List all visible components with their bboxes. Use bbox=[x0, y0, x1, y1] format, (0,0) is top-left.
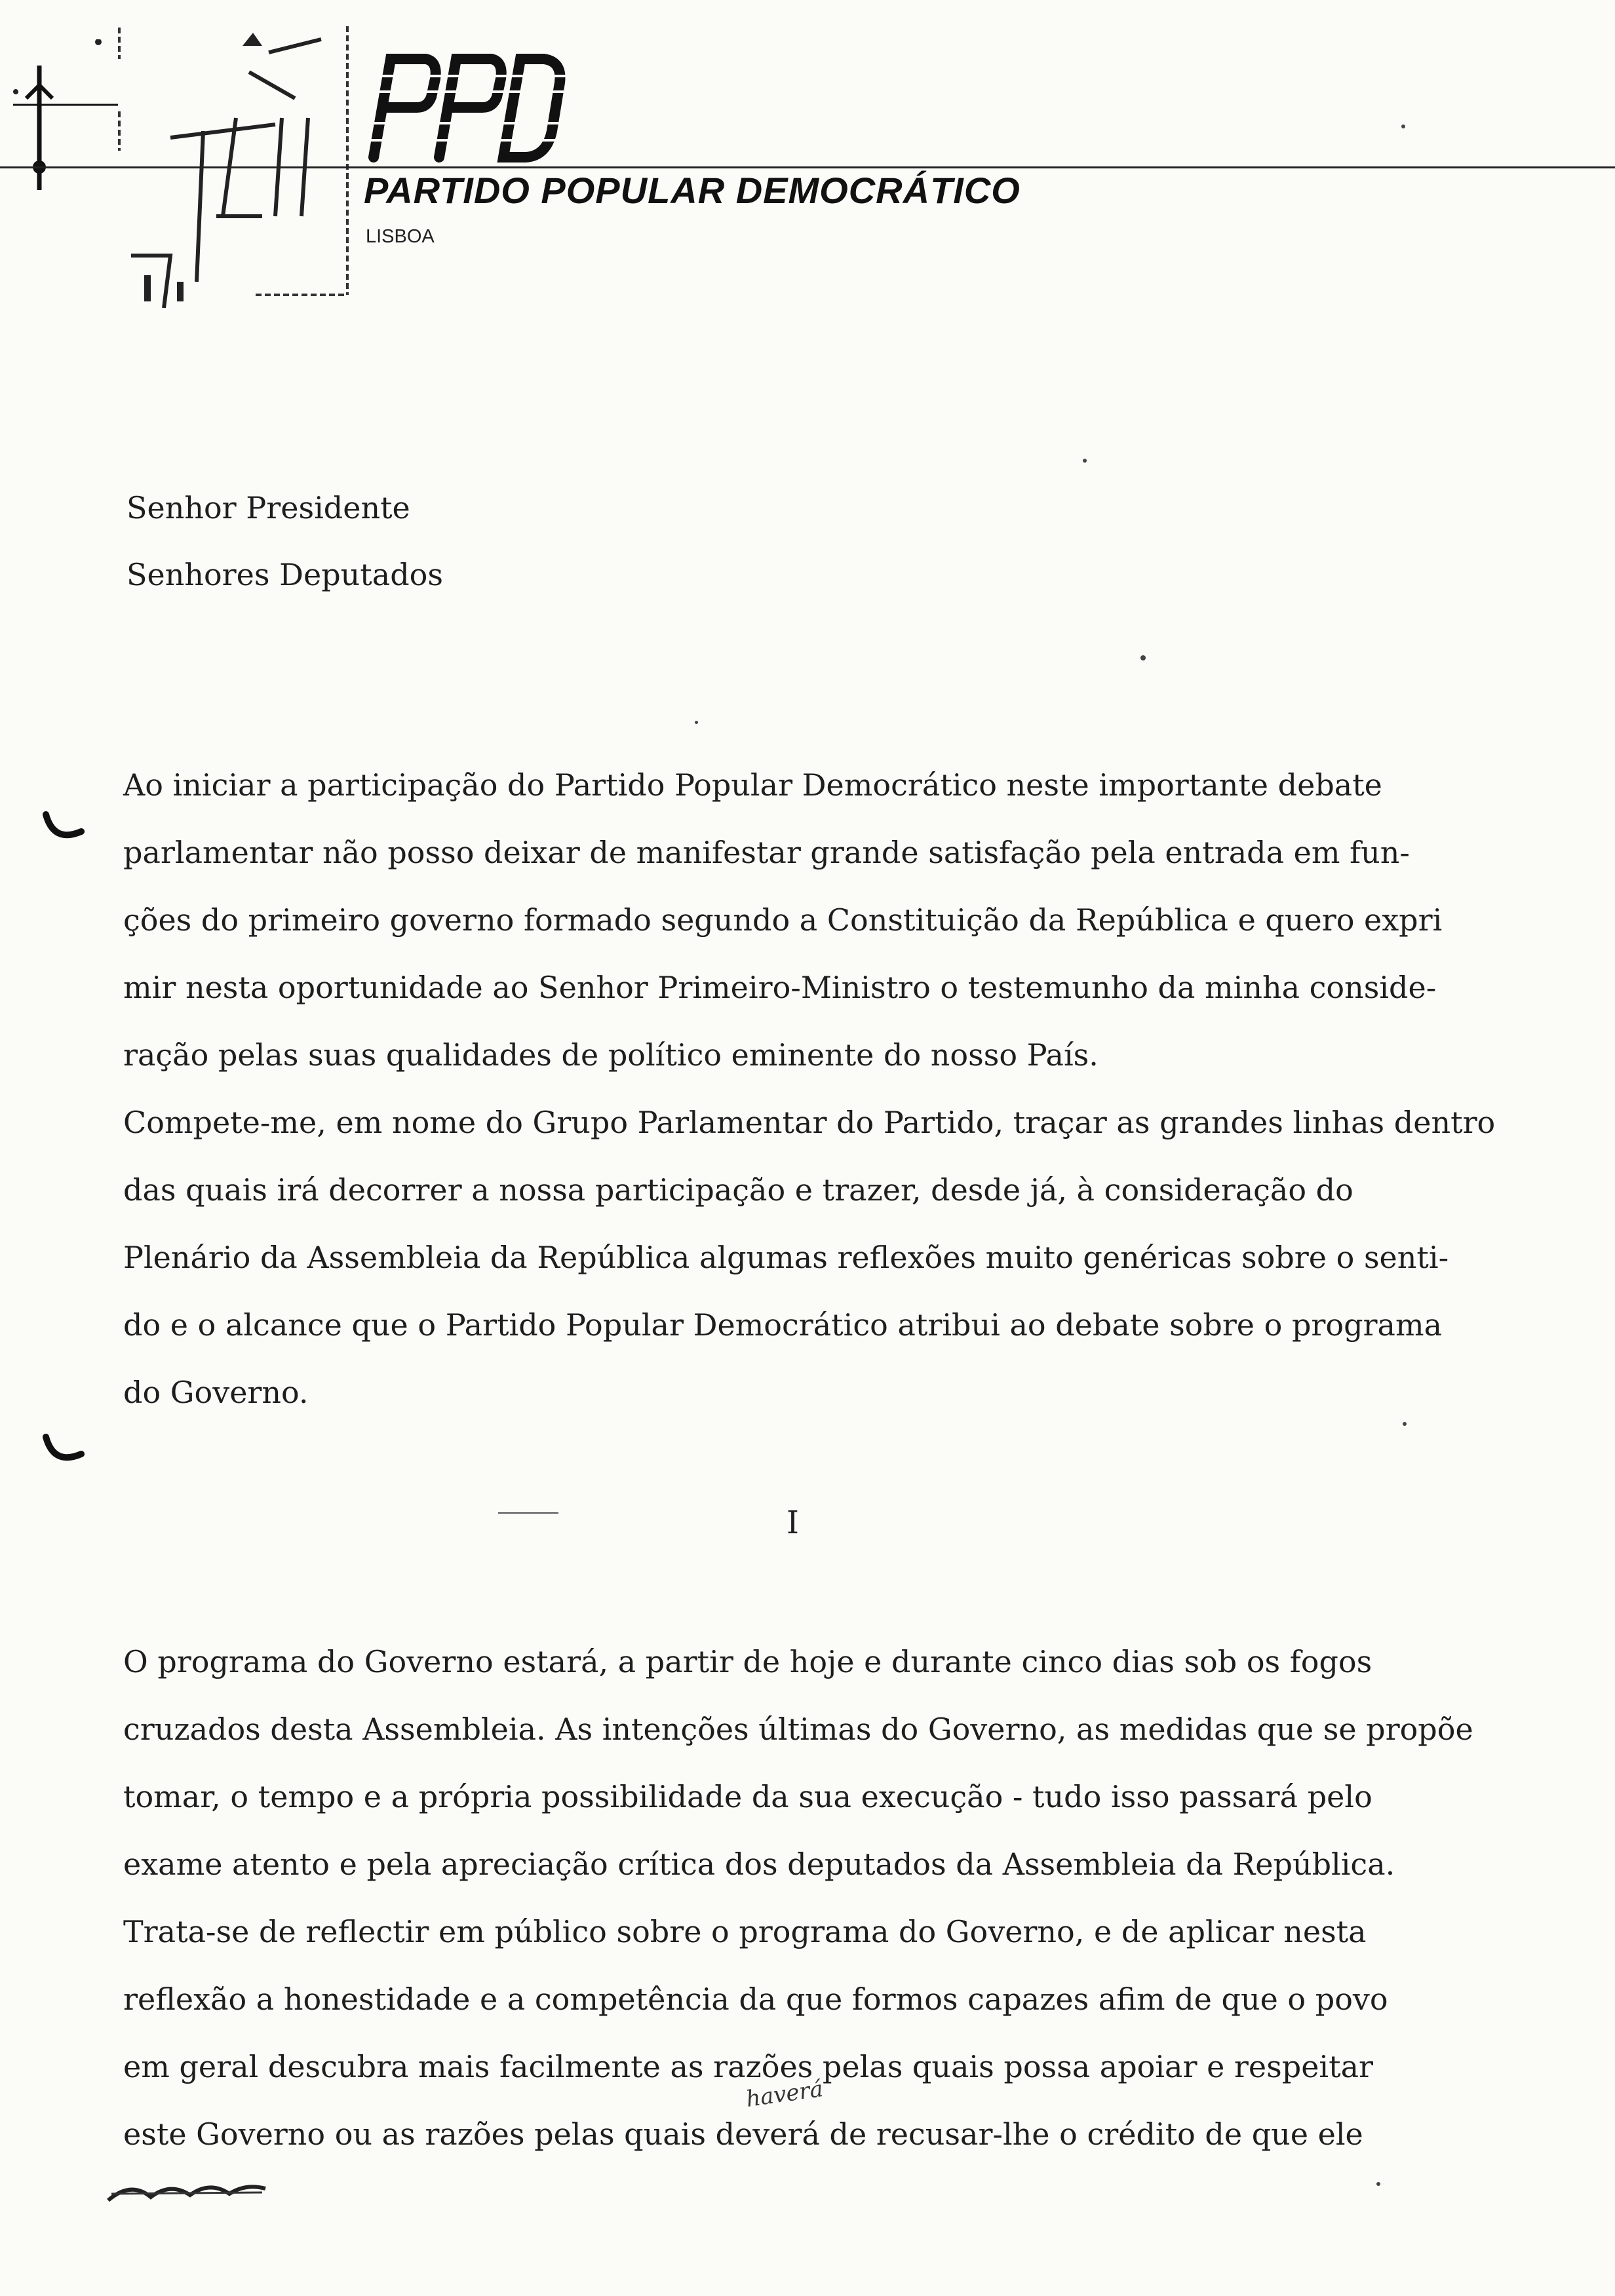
margin-bracket-icon bbox=[41, 1432, 87, 1471]
text-line: Plenário da Assembleia da República algumas reflexões muito genéricas sobre o senti- bbox=[123, 1240, 1449, 1275]
text-line: Trata-se de reflectir em público sobre o programa do Governo, e de aplicar nesta bbox=[123, 1914, 1367, 1949]
footer-scribble-icon bbox=[105, 2174, 269, 2207]
text-line: Compete-me, em nome do Grupo Parlamentar do Partido, traçar as grandes linhas dentro bbox=[123, 1105, 1496, 1140]
text-line: mir nesta oportunidade ao Senhor Primeiro-Ministro o testemunho da minha conside- bbox=[123, 970, 1437, 1005]
scan-speck bbox=[1140, 655, 1146, 660]
handwritten-correction: haverá bbox=[744, 2075, 825, 2113]
paragraph-intro bbox=[123, 752, 1539, 1426]
text-line: das quais irá decorrer a nossa participação e trazer, desde já, à consideração do bbox=[123, 1172, 1353, 1208]
text-line: Ao iniciar a participação do Partido Popular Democrático neste importante debate bbox=[123, 767, 1382, 803]
scan-speck bbox=[695, 721, 698, 724]
text-line: tomar, o tempo e a própria possibilidade da sua execução - tudo isso passará pelo bbox=[123, 1779, 1372, 1814]
text-line: ções do primeiro governo formado segundo a Constituição da República e quero expri bbox=[123, 902, 1443, 938]
text-line: em geral descubra mais facilmente as razões pelas quais possa apoiar e respeitar bbox=[123, 2049, 1374, 2084]
header-rule bbox=[0, 166, 1615, 168]
text-line: do e o alcance que o Partido Popular Democrático atribui ao debate sobre o programa bbox=[123, 1307, 1443, 1343]
section-number: I bbox=[787, 1504, 799, 1541]
text-line: reflexão a honestidade e a competência da que formos capazes afim de que o povo bbox=[123, 1981, 1388, 2017]
text-line: O programa do Governo estará, a partir de hoje e durante cinco dias sob os fogos bbox=[123, 1644, 1372, 1679]
salutation-deputies: Senhores Deputados bbox=[126, 557, 443, 592]
margin-bracket-icon bbox=[41, 809, 87, 849]
text-line: do Governo. bbox=[123, 1375, 309, 1410]
letterhead-city: LISBOA bbox=[366, 226, 435, 247]
text-line: ração pelas suas qualidades de político eminente do nosso País. bbox=[123, 1037, 1099, 1073]
paragraph-program bbox=[123, 1628, 1539, 2168]
text-line: exame atento e pela apreciação crítica dos deputados da Assembleia da República. bbox=[123, 1846, 1395, 1882]
text-line: parlamentar não posso deixar de manifestar grande satisfação pela entrada em fun- bbox=[123, 835, 1410, 870]
party-emblem-icon bbox=[98, 20, 360, 308]
scan-speck bbox=[1083, 459, 1087, 463]
ppd-wordmark-logo bbox=[354, 46, 570, 164]
party-name: PARTIDO POPULAR DEMOCRÁTICO bbox=[364, 170, 1021, 211]
salutation-president: Senhor Presidente bbox=[126, 490, 410, 526]
stray-dash bbox=[498, 1512, 558, 1514]
scan-speck bbox=[1403, 1422, 1407, 1426]
scan-speck bbox=[1401, 124, 1405, 128]
text-line: cruzados desta Assembleia. As intenções últimas do Governo, as medidas que se propõe bbox=[123, 1712, 1473, 1747]
scan-speck bbox=[1376, 2182, 1380, 2186]
text-line: este Governo ou as razões pelas quais deverá de recusar-lhe o crédito de que ele bbox=[123, 2116, 1363, 2152]
